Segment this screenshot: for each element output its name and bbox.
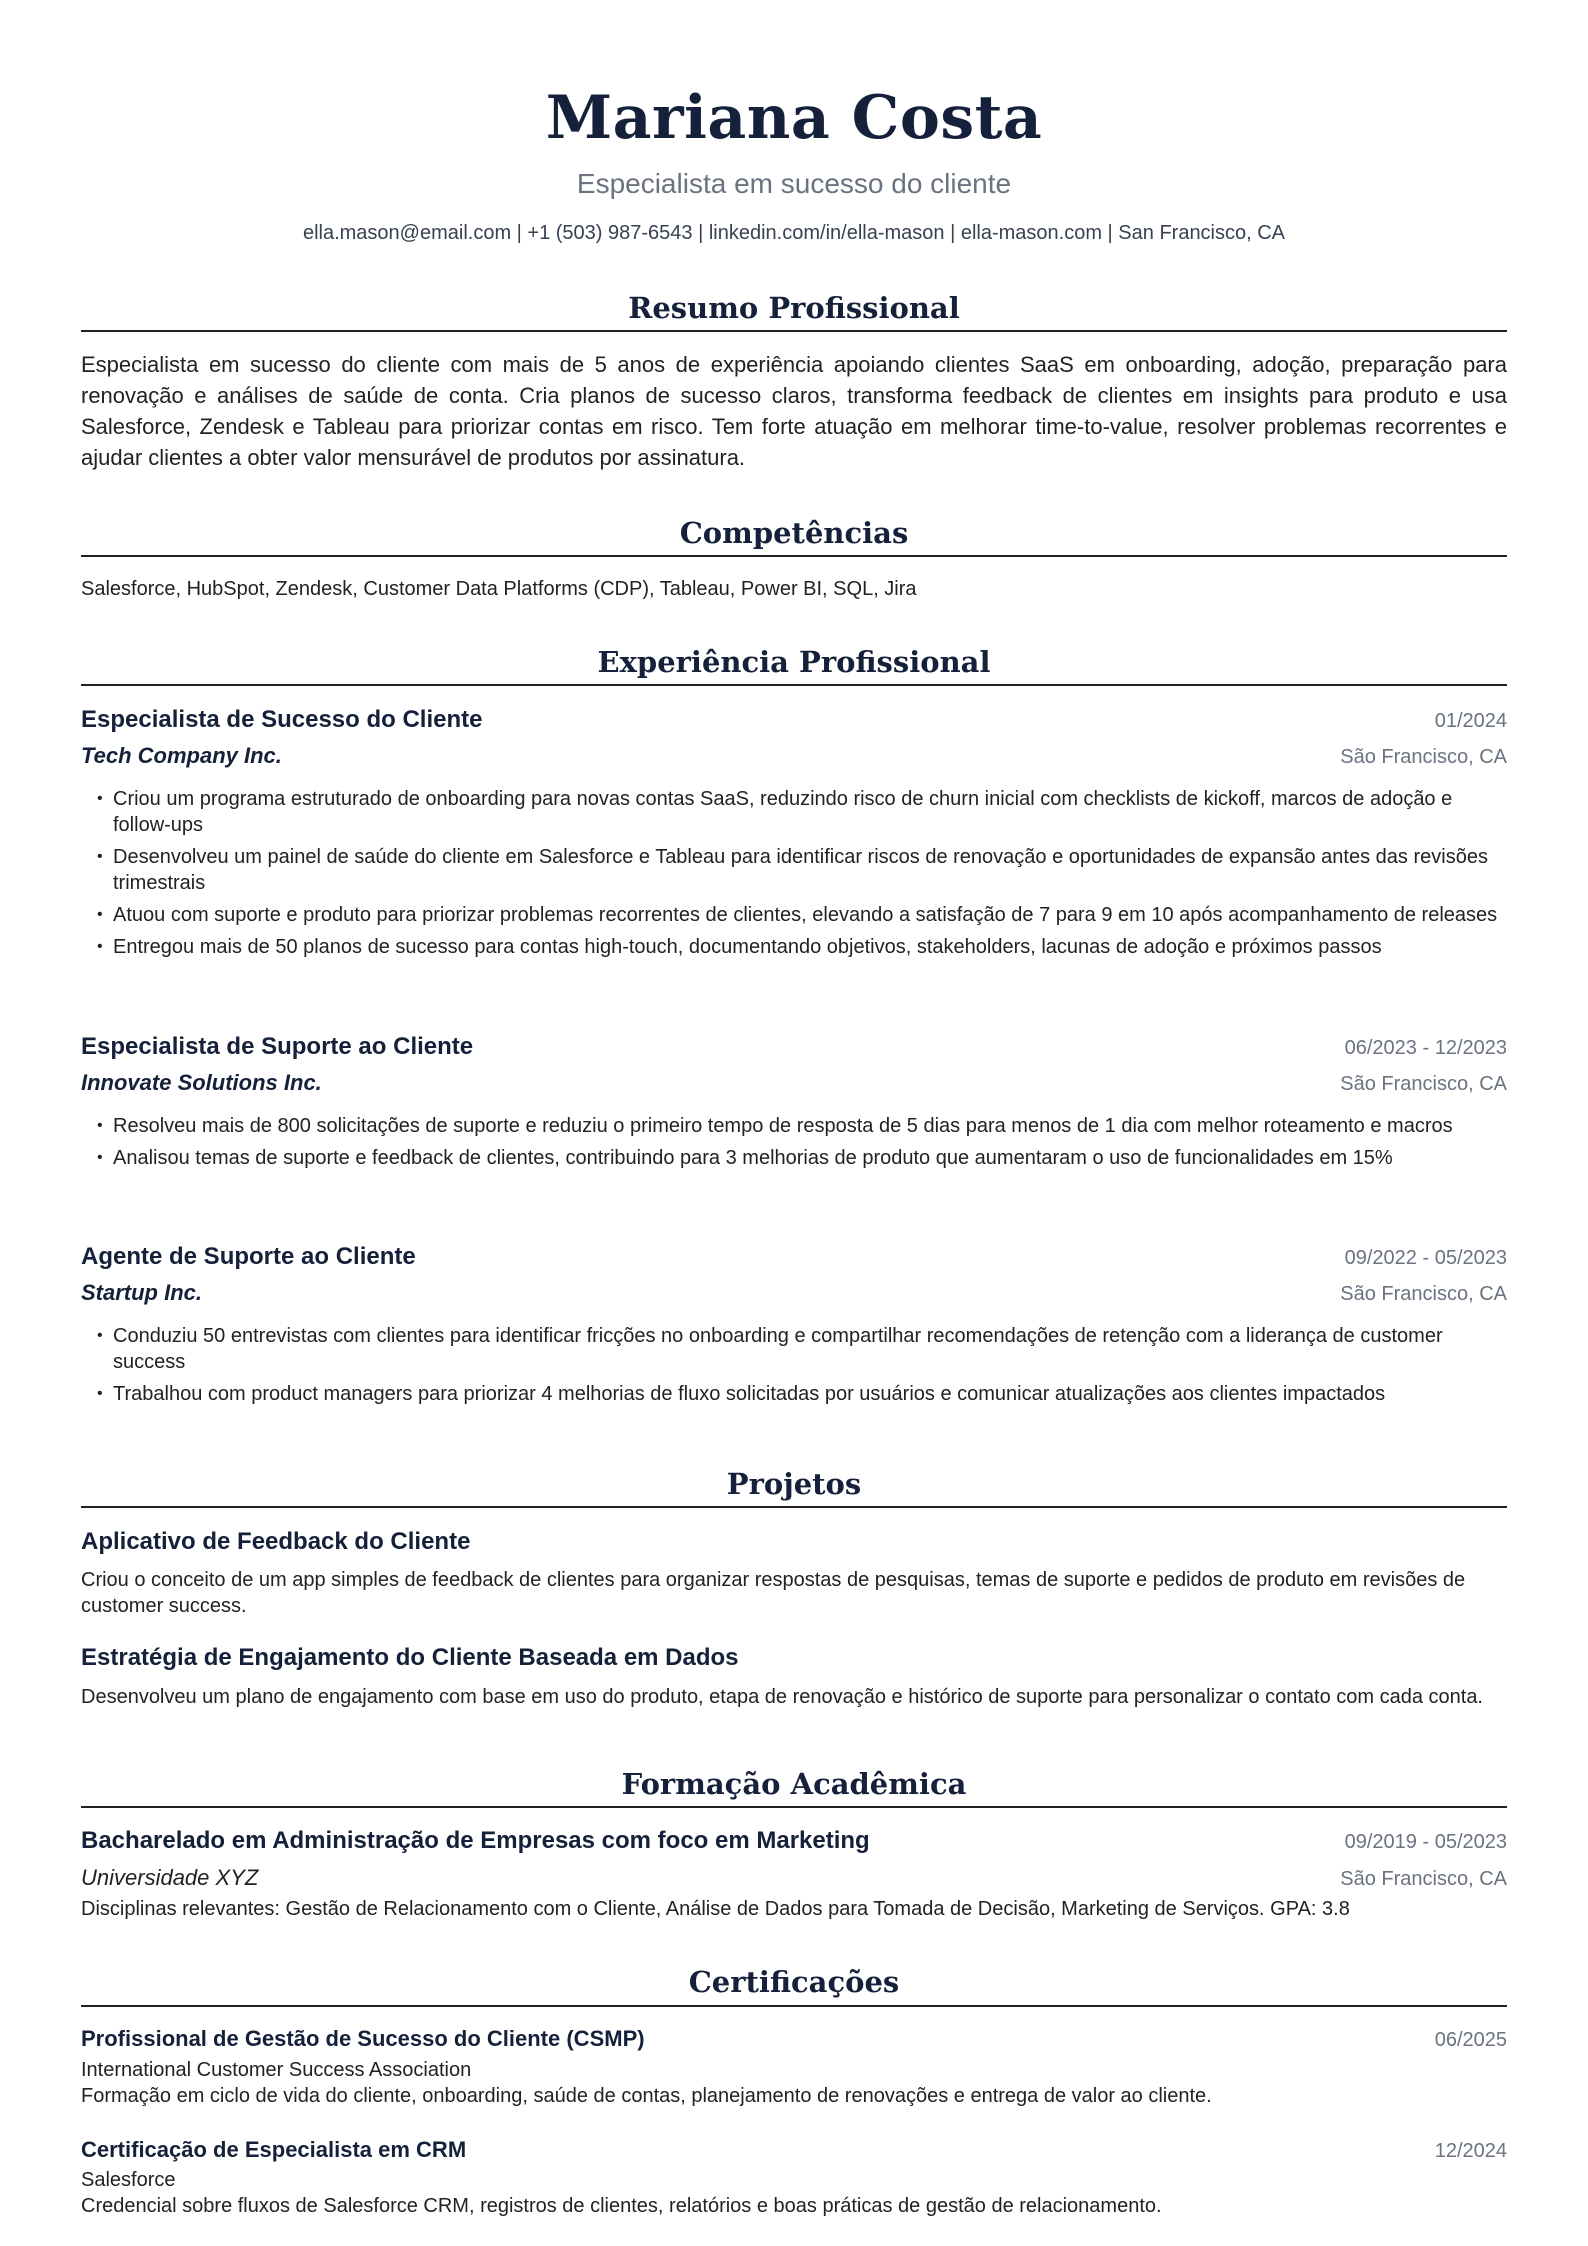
cert-issuer: Salesforce	[81, 2169, 176, 2191]
job-title: Especialista de Suporte ao Cliente	[81, 1033, 474, 1060]
job-header	[81, 1032, 1507, 1062]
project-text: Desenvolveu um plano de engajamento com base em uso do produto, etapa de renovação e histórico de suporte para personalizar o contato com cada conta.	[81, 1686, 1483, 1708]
cert-header	[81, 2136, 1507, 2164]
list-item: • Resolveu mais de 800 solicitações de suporte e reduziu o primeiro tempo de resposta de 5 dias para menos de 1 dia com melhor roteamento e macros	[113, 1113, 1507, 1139]
education-location: São Francisco, CA	[1340, 1868, 1507, 1890]
education-school: Universidade XYZ	[81, 1865, 259, 1890]
section-divider	[81, 1506, 1507, 1508]
cert-header	[81, 2025, 1507, 2053]
job-bullets	[81, 786, 1507, 966]
project-text: Criou o conceito de um app simples de feedback de clientes para organizar respostas de pesquisas, temas de suporte e pedidos de produto em revisões de customer success.	[81, 1569, 1466, 1617]
section-divider	[81, 1806, 1507, 1808]
job-bullets	[81, 1113, 1507, 1177]
section-title-projects: Projetos	[726, 1467, 862, 1501]
cert-date: 06/2025	[1434, 2029, 1507, 2051]
cert-title: Profissional de Gestão de Sucesso do Cliente (CSMP)	[81, 2026, 645, 2051]
job-company-row	[81, 1069, 1507, 1097]
job-title: Agente de Suporte ao Cliente	[81, 1243, 416, 1270]
education-date: 09/2019 - 05/2023	[1344, 1831, 1507, 1853]
candidate-subtitle: Especialista em sucesso do cliente	[576, 168, 1012, 199]
job-date: 01/2024	[1434, 710, 1507, 732]
list-item: • Entregou mais de 50 planos de sucesso para contas high-touch, documentando objetivos, stakeholders, lacunas de adoção e próximos passos	[113, 934, 1507, 960]
section-title-education: Formação Acadêmica	[621, 1767, 967, 1801]
section-title-certifications: Certificações	[688, 1965, 900, 1999]
section-title-summary: Resumo Profissional	[628, 291, 960, 325]
job-company-row	[81, 1279, 1507, 1307]
section-divider	[81, 2005, 1507, 2007]
skills-text: Salesforce, HubSpot, Zendesk, Customer Data Platforms (CDP), Tableau, Power BI, SQL, Jira	[81, 578, 917, 600]
summary-text: Especialista em sucesso do cliente com mais de 5 anos de experiência apoiando clientes SaaS em onboarding, adoção, preparação para renovação e análises de saúde de conta. Cria planos de sucesso claros, transforma feedback de clientes em insights para produto e usa Salesforce, Zendesk e Tableau para priorizar contas em risco. Tem forte atuação em melhorar time-to-value, resolver problemas recorrentes e ajudar clientes a obter valor mensurável de produtos por assinatura.	[81, 352, 1507, 470]
list-item: • Desenvolveu um painel de saúde do cliente em Salesforce e Tableau para identificar riscos de renovação e oportunidades de expansão antes das revisões trimestrais	[113, 844, 1507, 896]
list-item: • Trabalhou com product managers para priorizar 4 melhorias de fluxo solicitadas por usuários e comunicar atualizações aos clientes impactados	[113, 1381, 1507, 1407]
job-header	[81, 705, 1507, 735]
job-company-row	[81, 742, 1507, 770]
cert-issuer: International Customer Success Association	[81, 2059, 472, 2081]
job-title: Especialista de Sucesso do Cliente	[81, 706, 483, 733]
job-date: 09/2022 - 05/2023	[1344, 1247, 1507, 1269]
section-title-skills: Competências	[679, 516, 909, 550]
cert-text: Credencial sobre fluxos de Salesforce CRM, registros de clientes, relatórios e boas práticas de gestão de relacionamento.	[81, 2195, 1162, 2217]
job-company: Startup Inc.	[81, 1280, 203, 1305]
job-location: São Francisco, CA	[1340, 1073, 1507, 1095]
cert-title: Certificação de Especialista em CRM	[81, 2137, 467, 2162]
list-item: • Analisou temas de suporte e feedback de clientes, contribuindo para 3 melhorias de produto que aumentaram o uso de funcionalidades em 15%	[113, 1145, 1507, 1171]
section-title-experience: Experiência Profissional	[597, 645, 991, 679]
cert-text: Formação em ciclo de vida do cliente, onboarding, saúde de contas, planejamento de renovações e entrega de valor ao cliente.	[81, 2085, 1212, 2107]
project-title: Estratégia de Engajamento do Cliente Baseada em Dados	[81, 1644, 739, 1671]
job-company: Innovate Solutions Inc.	[81, 1070, 322, 1095]
section-divider	[81, 684, 1507, 686]
list-item: • Atuou com suporte e produto para priorizar problemas recorrentes de clientes, elevando a satisfação de 7 para 9 em 10 após acompanhamento de releases	[113, 902, 1507, 928]
education-details: Disciplinas relevantes: Gestão de Relacionamento com o Cliente, Análise de Dados para Tomada de Decisão, Marketing de Serviços. GPA: 3.8	[81, 1898, 1350, 1920]
section-divider	[81, 555, 1507, 557]
education-school-row	[81, 1864, 1507, 1892]
job-header	[81, 1242, 1507, 1272]
project-title: Aplicativo de Feedback do Cliente	[81, 1528, 471, 1555]
education-degree: Bacharelado em Administração de Empresas com foco em Marketing	[81, 1827, 870, 1854]
contact-line: ella.mason@email.com | +1 (503) 987-6543 | linkedin.com/in/ella-mason | ella-mason.com | San Francisco, CA	[302, 222, 1286, 244]
job-location: São Francisco, CA	[1340, 746, 1507, 768]
job-location: São Francisco, CA	[1340, 1283, 1507, 1305]
section-divider	[81, 330, 1507, 332]
candidate-name: Mariana Costa	[545, 83, 1043, 153]
job-bullets	[81, 1323, 1507, 1413]
cert-date: 12/2024	[1434, 2140, 1507, 2162]
list-item: • Criou um programa estruturado de onboarding para novas contas SaaS, reduzindo risco de churn inicial com checklists de kickoff, marcos de adoção e follow-ups	[113, 786, 1507, 838]
job-company: Tech Company Inc.	[81, 743, 282, 768]
list-item: • Conduziu 50 entrevistas com clientes para identificar fricções no onboarding e compartilhar recomendações de retenção com a liderança de customer success	[113, 1323, 1507, 1375]
job-date: 06/2023 - 12/2023	[1344, 1037, 1507, 1059]
education-header	[81, 1826, 1507, 1856]
